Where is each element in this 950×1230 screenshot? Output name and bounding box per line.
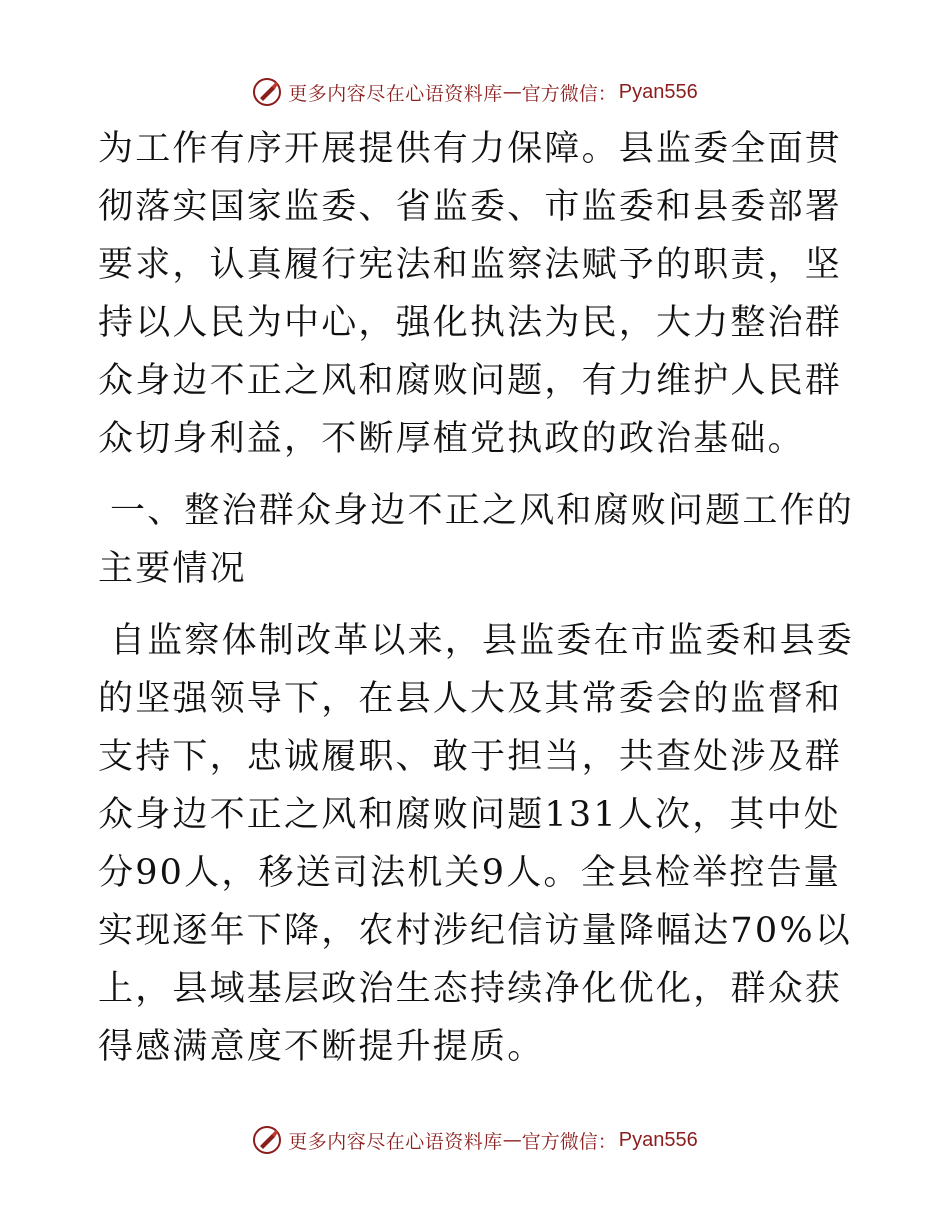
banner-wechat-id: Pyan556	[618, 1128, 698, 1151]
paragraph-1: 为工作有序开展提供有力保障。县监委全面贯彻落实国家监委、省监委、市监委和县委部署要求，认真履行宪法和监察法赋予的职责，坚持以人民为中心，强化执法为民，大力整治群众身边不正之风和腐败问题，有力维护人民群众切身利益，不断厚植党执政的政治基础。	[98, 129, 843, 459]
pen-logo-icon	[252, 1125, 282, 1155]
footer-watermark-banner	[0, 1120, 950, 1160]
pen-logo-icon	[252, 77, 282, 107]
banner-wechat-id: Pyan556	[618, 80, 698, 103]
paragraph-2: 自监察体制改革以来，县监委在市监委和县委的坚强领导下，在县人大及其常委会的监督和支持下，忠诚履职、敢于担当，共查处涉及群众身边不正之风和腐败问题131人次，其中处分90人，移送司法机关9人。全县检举控告量实现逐年下降，农村涉纪信访量降幅达70%以上，县域基层政治生态持续净化优化，群众获得感满意度不断提升提质。	[98, 621, 855, 1067]
section-heading: 一、整治群众身边不正之风和腐败问题工作的主要情况	[98, 491, 855, 589]
banner-dash: —	[502, 1129, 522, 1151]
banner-brand-text: 更多内容尽在心语资料库	[288, 82, 503, 105]
header-watermark-banner	[0, 72, 950, 112]
banner-dash: —	[502, 81, 522, 103]
banner-brand-text: 更多内容尽在心语资料库	[288, 1130, 503, 1153]
banner-wechat-label: 官方微信：	[521, 1130, 617, 1153]
document-body	[98, 120, 858, 1076]
banner-wechat-label: 官方微信：	[521, 82, 617, 105]
